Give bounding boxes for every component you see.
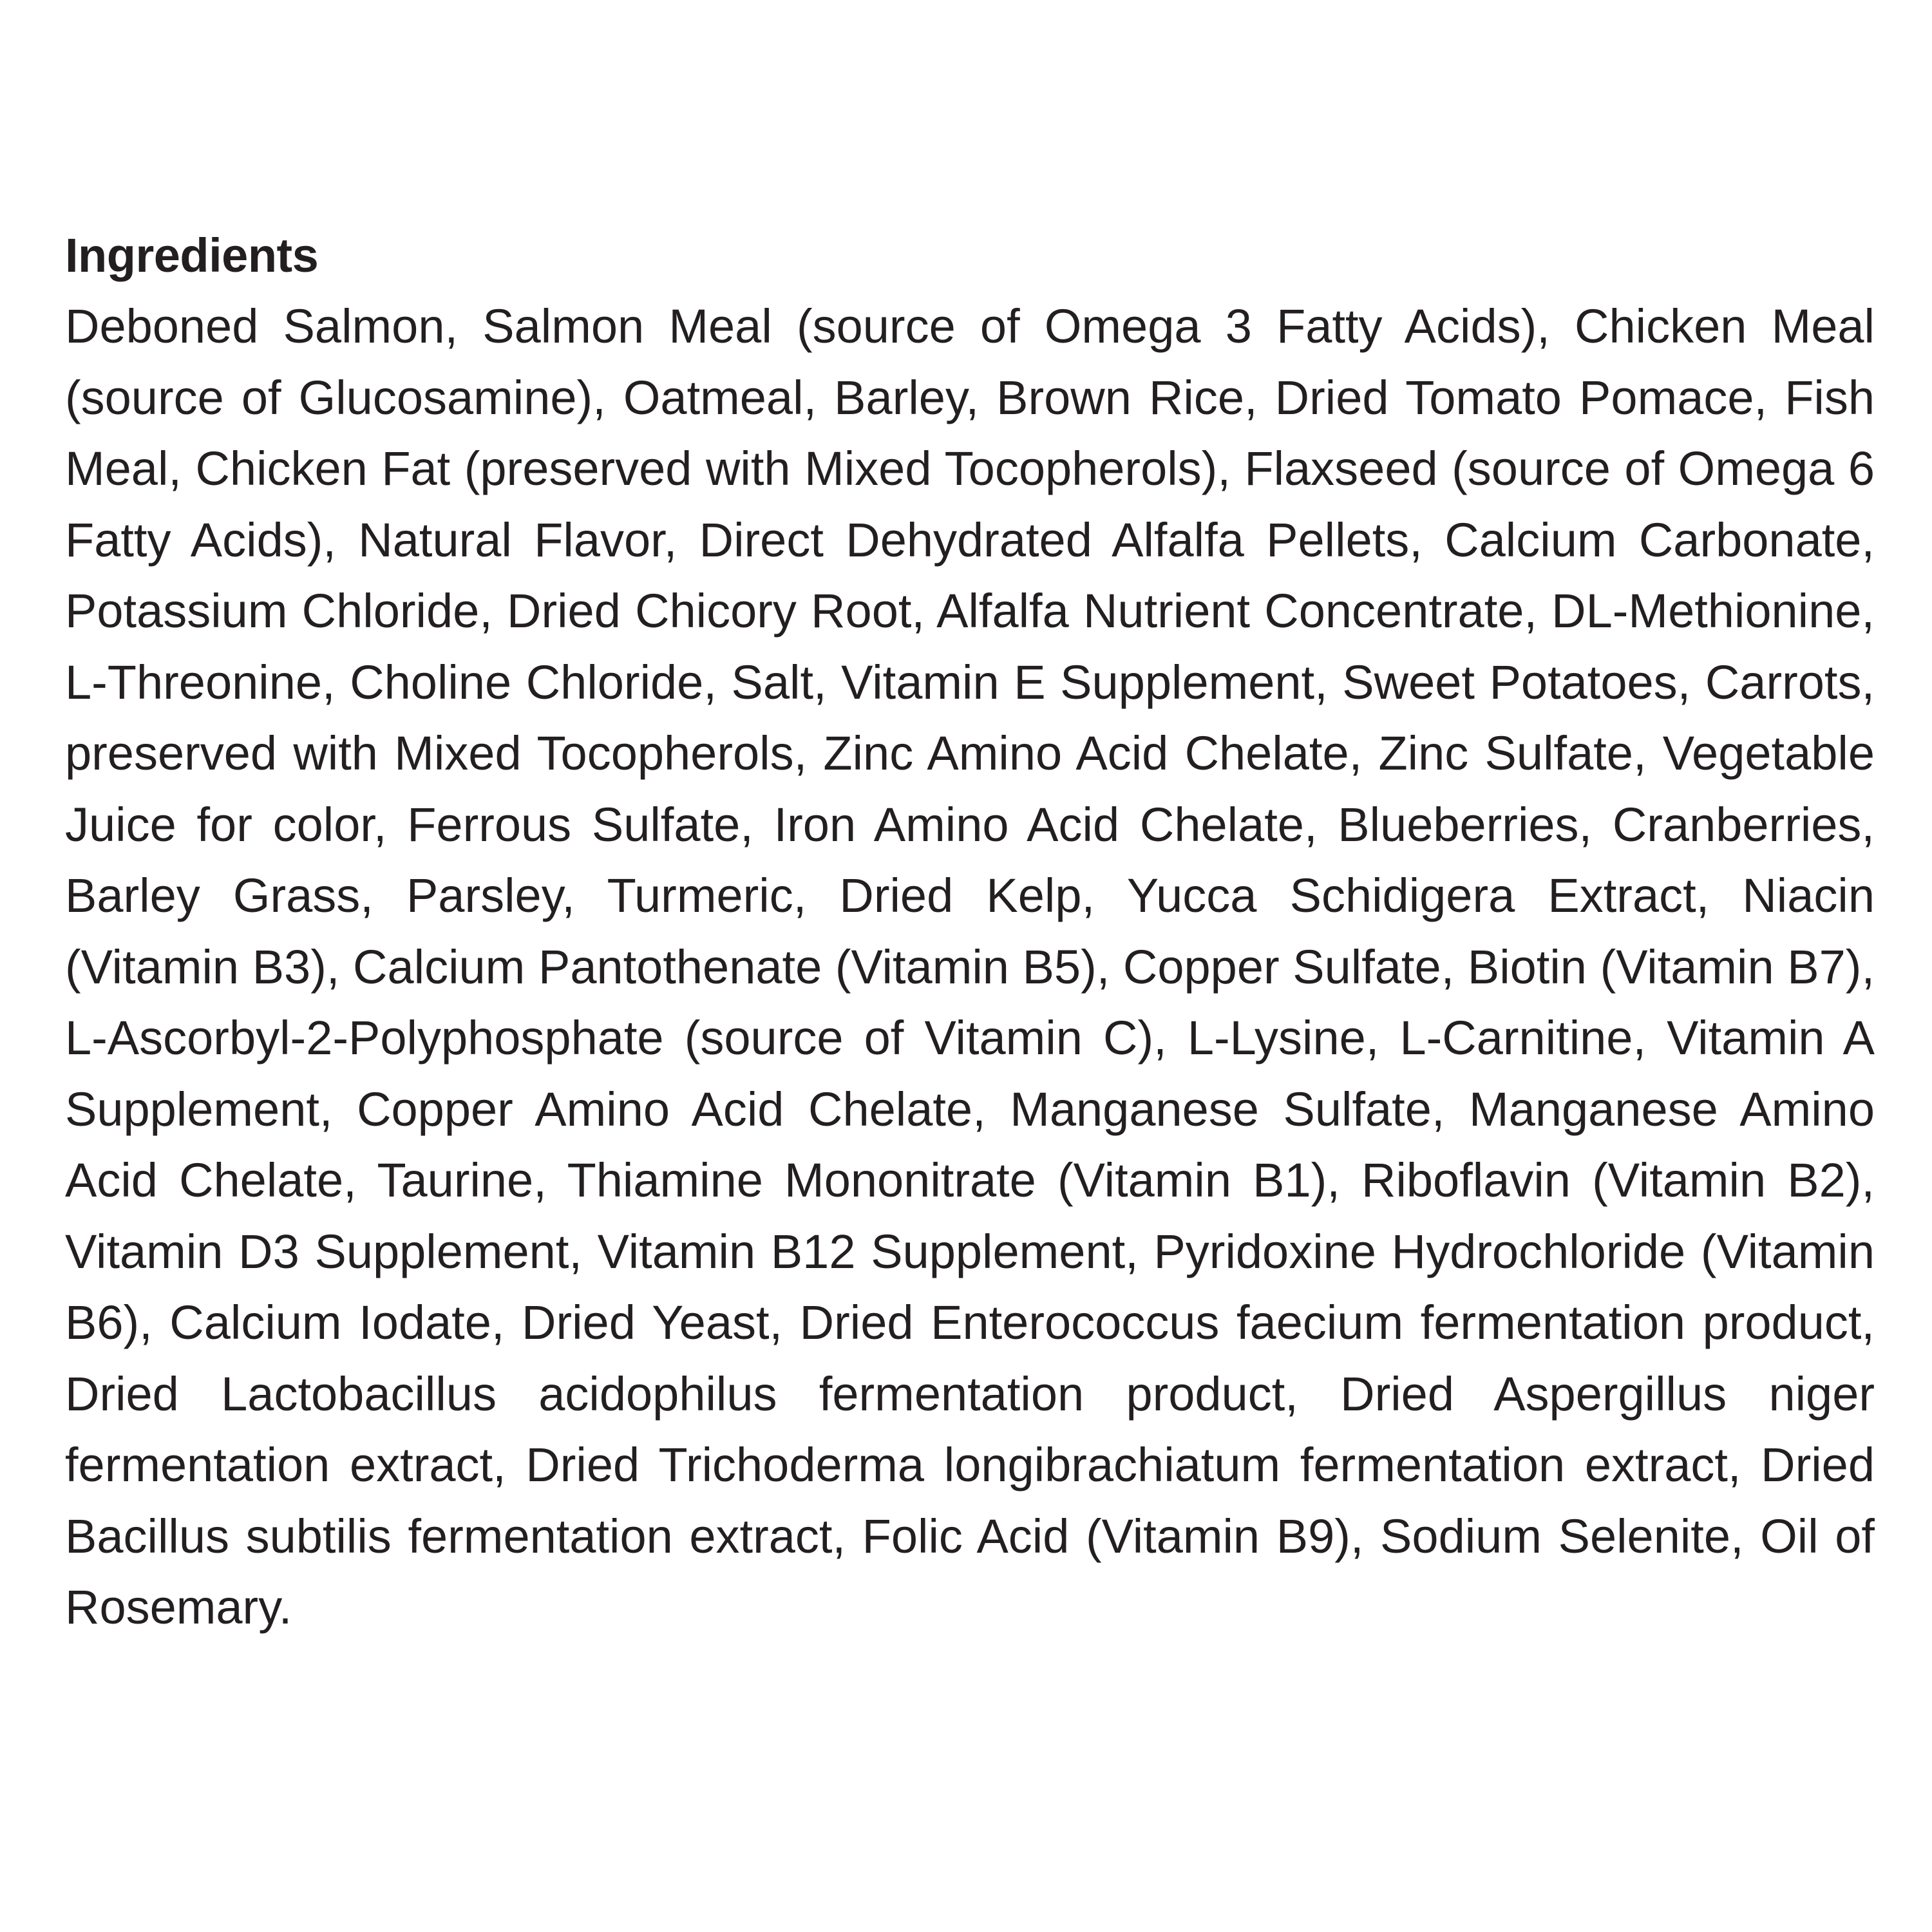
- ingredients-list: Deboned Salmon, Salmon Meal (source of Omega 3 Fatty Acids), Chicken Meal (source of Glucosamine), Oatmeal, Barley, Brown Rice, Dried Tomato Pomace, Fish Meal, Chicken Fat (preserved with Mixed Tocopherols), Flaxseed (source of Omega 6 Fatty Acids), Natural Flavor, Direct Dehydrated Alfalfa Pellets, Calcium Carbonate, Potassium Chloride, Dried Chicory Root, Alfalfa Nutrient Concentrate, DL-Methionine, L-Threonine, Choline Chloride, Salt, Vitamin E Supplement, Sweet Potatoes, Carrots, preserved with Mixed Tocopherols, Zinc Amino Acid Chelate, Zinc Sulfate, Vegetable Juice for color, Ferrous Sulfate, Iron Amino Acid Chelate, Blueberries, Cranberries, Barley Grass, Parsley, Turmeric, Dried Kelp, Yucca Schidigera Extract, Niacin (Vitamin B3), Calcium Pantothenate (Vitamin B5), Copper Sulfate, Biotin (Vitamin B7), L-Ascorbyl-2-Polyphosphate (source of Vitamin C), L-Lysine, L-Carnitine, Vitamin A Supplement, Copper Amino Acid Chelate, Manganese Sulfate, Manganese Amino Acid Chelate, Taurine, Thiamine Mononitrate (Vitamin B1), Riboflavin (Vitamin B2), Vitamin D3 Supplement, Vitamin B12 Supplement, Pyridoxine Hydrochloride (Vitamin B6), Calcium Iodate, Dried Yeast, Dried Enterococcus faecium fermentation product, Dried Lactobacillus acidophilus fermentation product, Dried Aspergillus niger fermentation extract, Dried Trichoderma longibrachiatum fermentation extract, Dried Bacillus subtilis fermentation extract, Folic Acid (Vitamin B9), Sodium Selenite, Oil of Rosemary.: [65, 299, 1875, 1634]
- ingredients-heading: Ingredients: [65, 229, 319, 282]
- ingredients-panel: [65, 220, 1875, 1643]
